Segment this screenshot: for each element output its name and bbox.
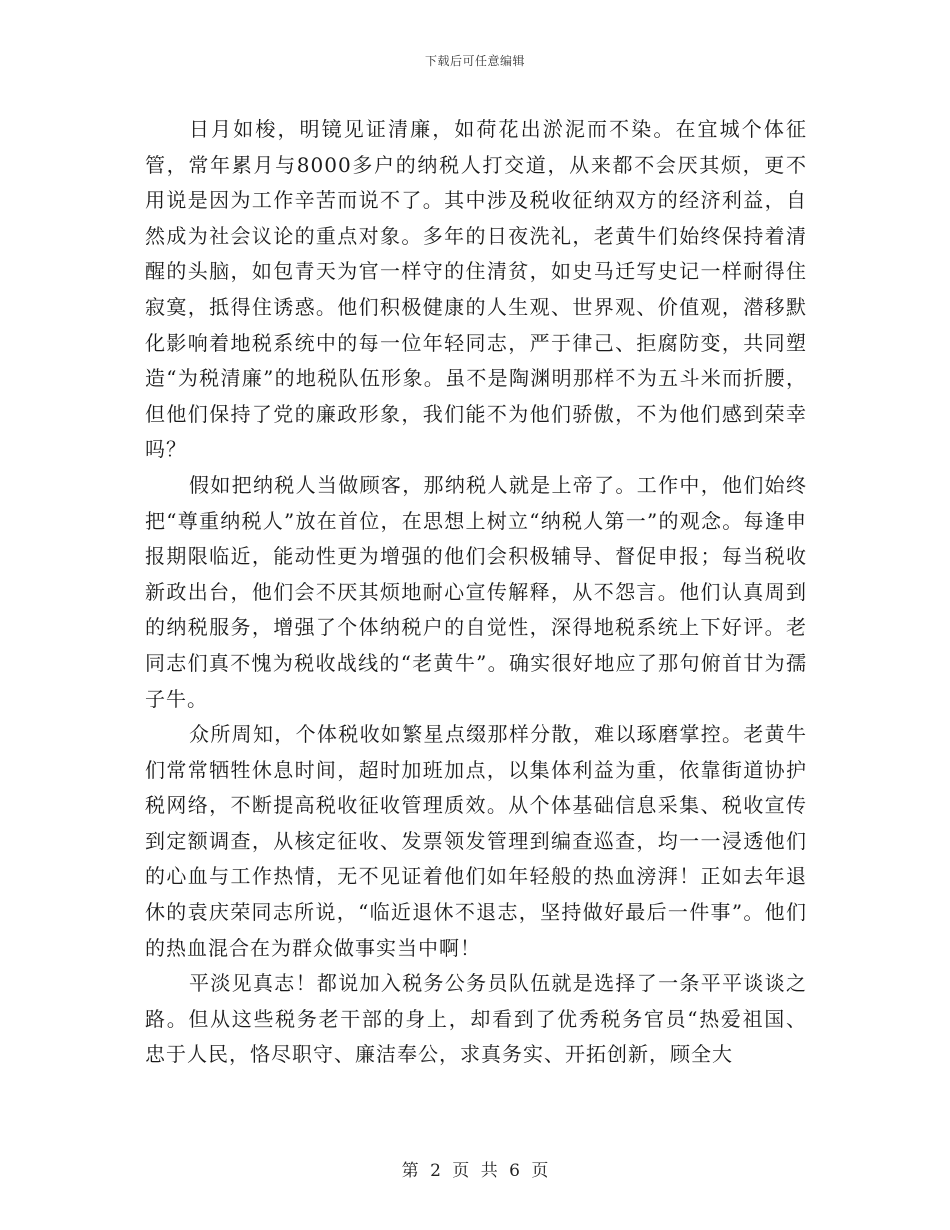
document-body [145, 112, 807, 1073]
paragraph-3: 众所周知，个体税收如繁星点缀那样分散，难以琢磨掌控。老黄牛们常常牺牲休息时间，超时加班加点，以集体利益为重，依靠街道协护税网络，不断提高税收征收管理质效。从个体基础信息采集、税收宣传到定额调查，从核定征收、发票领发管理到编查巡查，均一一浸透他们的心血与工作热情，无不见证着他们如年轻般的热血滂湃！正如去年退休的袁庆荣同志所说，“临近退休不退志，坚持做好最后一件事”。他们的热血混合在为群众做事实当中啊！ [145, 722, 807, 960]
page-number-footer: 第 2 页 共 6 页 [401, 1161, 549, 1181]
paragraph-4: 平淡见真志！都说加入税务公务员队伍就是选择了一条平平谈谈之路。但从这些税务老干部的身上，却看到了优秀税务官员“热爱祖国、忠于人民，恪尽职守、廉洁奉公，求真务实、开拓创新，顾全大 [145, 971, 807, 1067]
paragraph-2: 假如把纳税人当做顾客，那纳税人就是上帝了。工作中，他们始终把“尊重纳税人”放在首位，在思想上树立“纳税人第一”的观念。每逢申报期限临近，能动性更为增强的他们会积极辅导、督促申报；每当税收新政出台，他们会不厌其烦地耐心宣传解释，从不怨言。他们认真周到的纳税服务，增强了个体纳税户的自觉性，深得地税系统上下好评。老同志们真不愧为税收战线的“老黄牛”。确实很好地应了那句俯首甘为孺子牛。 [145, 472, 807, 711]
page-header: 下载后可任意编辑 [424, 54, 525, 68]
paragraph-1: 日月如梭，明镜见证清廉，如荷花出淤泥而不染。在宜城个体征管，常年累月与8000多户的纳税人打交道，从来都不会厌其烦，更不用说是因为工作辛苦而说不了。其中涉及税收征纳双方的经济利益，自然成为社会议论的重点对象。多年的日夜洗礼，老黄牛们始终保持着清醒的头脑，如包青天为官一样守的住清贫，如史马迁写史记一样耐得住寂寞，抵得住诱惑。他们积极健康的人生观、世界观、价值观，潜移默化影响着地税系统中的每一位年轻同志，严于律己、拒腐防变，共同塑造“为税清廉”的地税队伍形象。虽不是陶渊明那样不为五斗米而折腰，但他们保持了党的廉政形象，我们能不为他们骄傲，不为他们感到荣幸吗？ [145, 117, 807, 462]
